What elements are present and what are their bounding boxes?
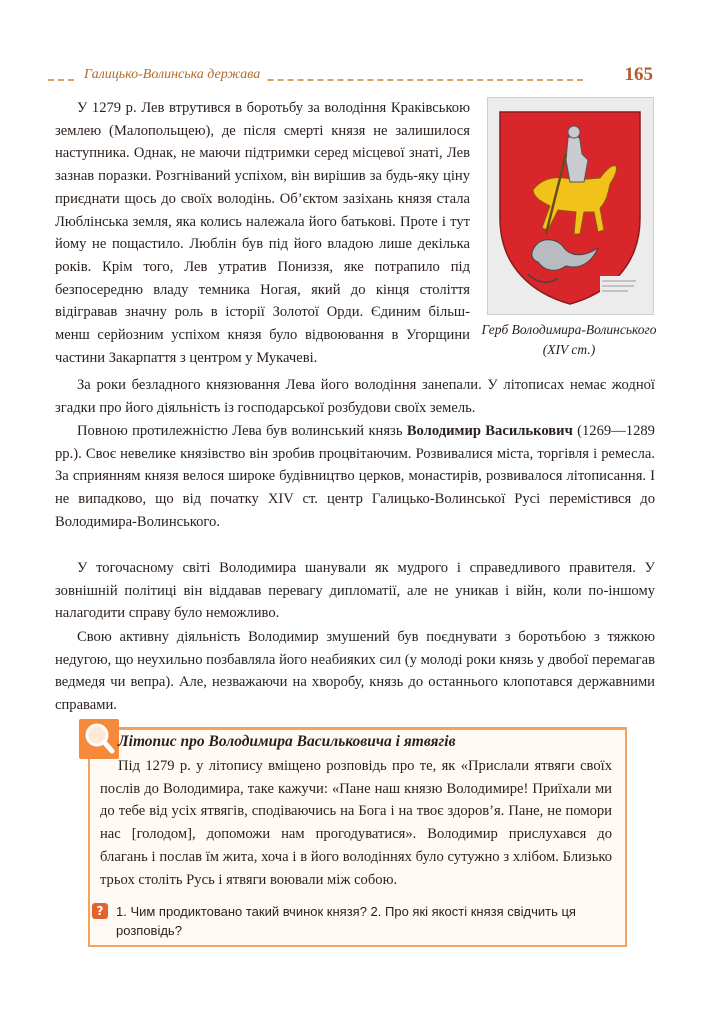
coat-of-arms-image xyxy=(487,97,654,315)
running-header xyxy=(48,66,653,90)
inset-text: Під 1279 р. у літопису вміщено розповідь про те, як «Прислали ятвяги своїх послів до Володимира, таке кажучи: «Пане наш князю Володимире! Приїхали ми до тебе від усіх ятвягів, сподіваючись на Бога і на твоє здоров’я. Пане, не помори нас [голодом], допоможи нам прогодуватися». Володимир прислухався до благань і послав їм жита, хоча і в його володіннях було сутужно з хлібом. Близько трьох століть Русь і ятвяги воювали між собою. xyxy=(100,758,612,888)
paragraph-4: У тогочасному світі Володимира шанували як мудрого і справедливого правителя. У зовнішній політиці він віддавав перевагу дипломатії, але не уникав і війн, коли по-іншому налагодити справу було неможливо. xyxy=(55,560,655,622)
paragraph-1: У 1279 р. Лев втрутився в боротьбу за володіння Краківською землею (Малопольщею), де після смерті князя не залишилося наступника. Однак, не маючи підтримки серед місцевої знаті, Лев зазнав поразки. Розгніваний успіхом, він вирішив за будь-яку ціну приєднати щось до своїх володінь. Об’єктом зазіхань князя стала Люблінська земля, яка колись належала його батькові. Проте і тут йому не пощастило. Люблін був під його владою лише декілька років. Крім того, Лев утратив Пониззя, яке потрапило під безпосередню владу темника Ногая, який до кінця століття відігравав значну роль в історії Золотої Орди. Єдиним більш-менш серйозним успіхом князя було відвоювання в Угорщини частини Закарпаття з центром у Мукачеві. xyxy=(55,100,470,366)
figure-caption: Герб Володимира-Волинського (XIV ст.) xyxy=(481,322,657,357)
bold-term: Володимир Василькович xyxy=(406,423,573,439)
paragraph-3-text-cont: (1269—1289 рр.). Своє невелике князівство він зробив процвітаючим. Розвивалися міста, торгівля і ремесла. За сприянням князя велося широке будівництво церков, монастирів, розвивалося літописання. І не випадково, що від початку XIV ст. центр Галицько-Волинської Русі перемістився до Володимира-Волинського. xyxy=(55,423,655,530)
magnifier-icon xyxy=(79,719,119,759)
magnifier-icon-svg xyxy=(79,719,119,759)
questions-text: 1. Чим продиктовано такий вчинок князя? 2. Про які якості князя свідчить ця розповідь? xyxy=(116,904,576,938)
paragraph-5: Свою активну діяльність Володимир змушений був поєднувати з боротьбою з тяжкою недугою, що неухильно позбавляла його неабияких сил (у молоді роки князь у двобої перемагав ведмедя чи вепра). Але, незважаючи на хворобу, князь до останнього клопотався державними справами. xyxy=(55,629,655,714)
page-number: 165 xyxy=(624,64,653,85)
inset-title: Літопис про Володимира Васильковича і ятвягів xyxy=(118,733,456,750)
coat-of-arms-svg xyxy=(488,98,653,314)
paragraph-2: За роки безладного князювання Лева його володіння занепали. У літописах немає жодної згадки про його діяльність із господарської розбудови своїх земель. xyxy=(55,377,655,416)
chapter-title: Галицько-Волинська держава xyxy=(78,67,266,83)
paragraph-3-text: Повною протилежністю Лева був волинський князь xyxy=(77,423,407,439)
question-icon: ? xyxy=(92,903,108,919)
paragraph-3 xyxy=(55,420,655,534)
